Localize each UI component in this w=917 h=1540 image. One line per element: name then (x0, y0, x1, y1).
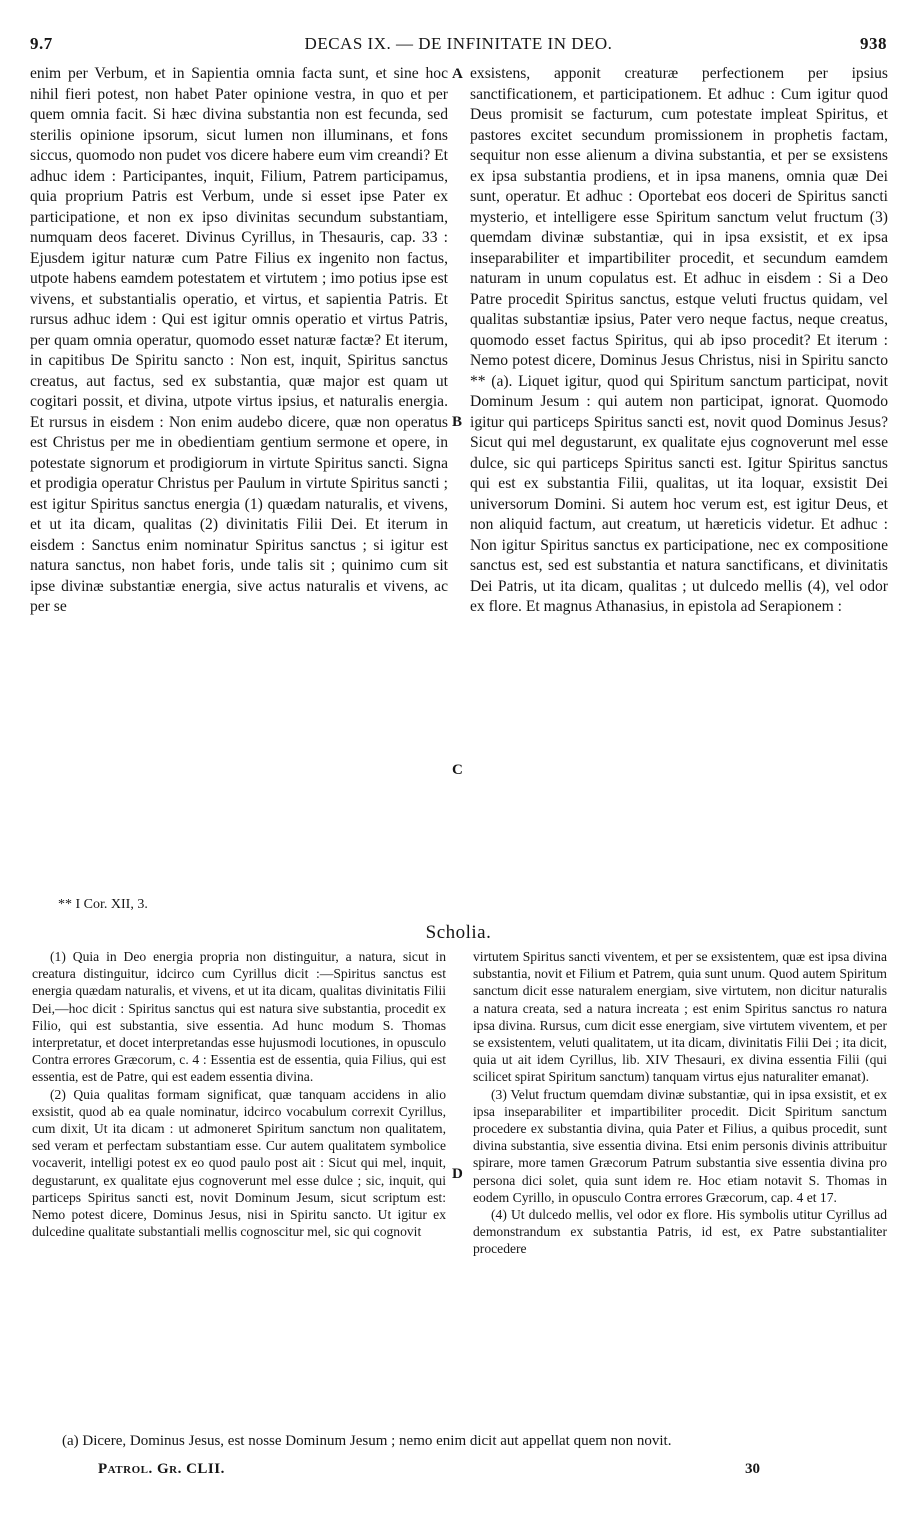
margin-mark-b: B (452, 414, 463, 430)
running-title: DECAS IX. — DE INFINITATE IN DEO. (304, 34, 613, 53)
main-text-right: exsistens, apponit creaturæ perfectionem per ipsius sanctificationem, et participationem. Et adhuc : Cum igitur quod Deus promisit se facturum, cum potestate impleat Spiritus, et pastores excitet secundum promissionem in prophetis factam, sequitur non esse alienum a divina substantia, et per se exsistens ex ipsa substantia prodiens, et in ipsa manens, omnia quæ Dei sunt, operatur. Et adhuc : Oportebat eos doceri de Spiritus sancti mysterio, et intelligere esse Spiritum sanctum velut fructum (3) quemdam divinæ substantiæ, qui in ipsa exsistit, et ex ipsa inseparabiliter et impartibiliter procedit, et secundum eamdem naturam in unum copulatus est. Et adhuc in eisdem : Si a Deo Patre procedit Spiritus sanctus, estque veluti fructus quidam, vel qualitas substantiæ ipsius, Pater vero neque factus, neque creatus, quomodo esset factus Spiritus, qui ab ipso procedit? Et iterum : Nemo potest dicere, Dominus Jesus Christus, nisi in Spiritu sancto ** (a). Liquet igitur, quod qui Spiritum sanctum participat, novit Dominum Jesum : qui autem non participat, ignorat. Quomodo igitur qui particeps Spiritus sancti est, novit quod Dominus Jesus? Sicut qui mel degustarunt, ex qualitate ejus cognoverunt mel esse dulce, sic qui particeps Spiritus sancti est. Igitur Spiritus sanctus qui est ex substantia Filii, qualitas, ut ita loquar, exsistit Dei universorum Domini. Si autem hoc verum est, est igitur Deus, et non aliquid factum, aut creatum, ut hæreticis videtur. Et adhuc : Non igitur Spiritus sanctus ex participatione, nec ex compositione sanctus est, sed est substantia et natura sanctificans, et divinitatis Dei Patris, ut ita dicam, qualitas ; ut dulcedo mellis (4), vel odor ex flore. Et magnus Athanasius, in epistola ad Serapionem : (470, 65, 888, 615)
page-number-left: 9.7 (30, 34, 53, 53)
scholion-2-continued: virtutem Spiritus sancti viventem, et per se exsistentem, quæ est ipsa divina substantia, novit et Filium et Patrem, quia sunt unum. Quod autem Spiritum sanctum dicit esse naturalem energiam, sive virtutem, non dicitur naturalis a natura creata, sed a natura increata ; est enim Spiritus sanctus ro natura ipsa divina. Rursus, cum dicit esse energiam, sive virtutem viventem, et per se exsistentem, veluti qualitatem, ut ita dicam, divinitatis Filii Dei ; ita dicit, quia ut ait idem Cyrillus, lib. XIV Thesauri, ex divina essentia Filii (qui scilicet spirat Spiritum sanctum) tanquam virtus ejus naturaliter emanat). (473, 949, 887, 1085)
main-text-left: enim per Verbum, et in Sapientia omnia facta sunt, et sine hoc nihil fieri potest, non habet Pater opinione vestra, in quo et per quem omnia facit. Si hæc divina substantia non est fecunda, sed sterilis opinione ipsorum, sicut lumen non illuminans, et fons siccus, quomodo non pudet vos dicere habere eum vim creandi? Et adhuc idem : Participantes, inquit, Filium, Patrem participamus, quia proprium Patris est Verbum, unde si esset ipse Pater ex participatione, et non ex ipso divinitas secundum substantiam, numquam deos faceret. Divinus Cyrillus, in Thesauris, cap. 33 : Ejusdem igitur naturæ cum Patre Filius ex ingenito non factus, utpote habens eamdem potestatem et virtutem ; imo potius ipse est vivens, et substantialis operatio, et virtus, et sapientia Patris. Et rursus adhuc idem : Qui est igitur omnis operatio et virtus Patris, per quam omnia operatur, quomodo esset naturæ factæ? Et iterum, in capitibus De Spiritu sancto : Non est, inquit, Spiritus sanctus creatus, aut factus, sed ex substantia, quæ major est quam ut cogitari possit, et divina, utpote virtus ipsius, et naturalis energia. Et rursus in eisdem : Non enim audebo dicere, quæ non operatus est Christus per me in obedientiam gentium sermone et opere, in potestate signorum et prodigiorum in virtute Spiritus sancti. Signa et prodigia operatur Christus per Paulum in virtute Spiritus sancti ; est igitur Spiritus sanctus energia (1) quædam naturalis, et vivens, et ut ita dicam, qualitas (2) divinitatis Filii Dei. Et iterum in eisdem : Sanctus enim nominatur Spiritus sanctus ; si igitur est natura sanctus, non habet foris, unde talis sit ; quinimo cum sit ipse divinæ substantiæ energia, sive actus naturalis et vivens, ac per se (30, 65, 448, 615)
page-number-right: 938 (860, 34, 887, 53)
margin-mark-c: C (452, 762, 463, 778)
scholion-1: (1) Quia in Deo energia propria non distinguitur, a natura, sicut in creatura distinguitur, idcirco cum Cyrillus dicit :—Spiritus sanctus est energia quædam naturalis, et vivens, et ut ita dicam, qualitas divinitatis Filii Dei,—hoc dicit : Spiritus sanctus qui est natura sive substantia, procedit ex Filio, qui est substantia, sive essentia. Ad hunc modum S. Thomas interpretatur, et docet interpretandas esse hujusmodi locutiones, in opusculo Contra errores Græcorum, c. 4 : Essentia est de essentia, quia Filius, qui est essentia, est de Patre, qui est eadem essentia divina. (32, 949, 446, 1085)
running-header (30, 34, 887, 56)
scholion-2: (2) Quia qualitas formam significat, quæ tanquam accidens in alio exsistit, quod ab ea quale nominatur, idcirco vocabulum correxit Cyrillus, cum dixit, Ut ita dicam : ut admoneret Spiritum sanctum non qualitatem, sed veram et perfectam substantiam esse. Cur autem qualitatem symbolice vocaverit, intelligi potest ex eo quod paulo post ait : Sicut qui mel, inquit, degustarunt, ex qualitate ejus cognoverunt mel esse dulce ; sic, inquit, qui particeps Spiritus sancti est, novit Dominum Jesum, sicut scriptum est: Nemo potest dicere, Dominus Jesus, nisi in Spiritu sancto. Ut igitur ex dulcedine qualitate substantiali mellis cognoscitur mel, sic qui cognovit (32, 1086, 446, 1240)
main-text-right-column (470, 64, 888, 884)
scholia-left-column (32, 948, 446, 1410)
scholia-right-column (473, 948, 887, 1410)
editor-note-a: (a) Dicere, Dominus Jesus, est nosse Dominum Jesum ; nemo enim dicit aut appellat quem non novit. (62, 1433, 672, 1449)
main-text-left-column (30, 64, 448, 884)
sheet-number: 30 (745, 1461, 760, 1477)
margin-mark-d: D (452, 1166, 463, 1182)
scholion-4: (4) Ut dulcedo mellis, vel odor ex flore. His symbolis utitur Cyrillus ad demonstrandum ex substantia Patris, id est, ex Patre substantialiter procedere (473, 1207, 887, 1257)
main-footnote: ** I Cor. XII, 3. (58, 897, 148, 912)
scholia-heading: Scholia. (425, 922, 492, 943)
volume-signature: Patrol. Gr. CLII. (98, 1461, 225, 1477)
scholion-3: (3) Velut fructum quemdam divinæ substantiæ, qui in ipsa exsistit, et ex ipsa inseparabiliter et impartibiliter procedit. Dicit Spiritum sanctum procedere ex substantia divina, quia Pater et Filius, a quibus procedit, sunt divina substantia, sive essentia divina. Etsi enim personis divinis attribuitur spirare, more tamen Græcorum Patrum substantia sive essentia divina pro persona dici solet, quia sunt idem re. Hoc etiam notavit S. Thomas in eodem Cyrillo, in opusculo Contra errores Græcorum, cap. 4 et 17. (473, 1086, 887, 1205)
margin-mark-a: A (452, 66, 463, 82)
